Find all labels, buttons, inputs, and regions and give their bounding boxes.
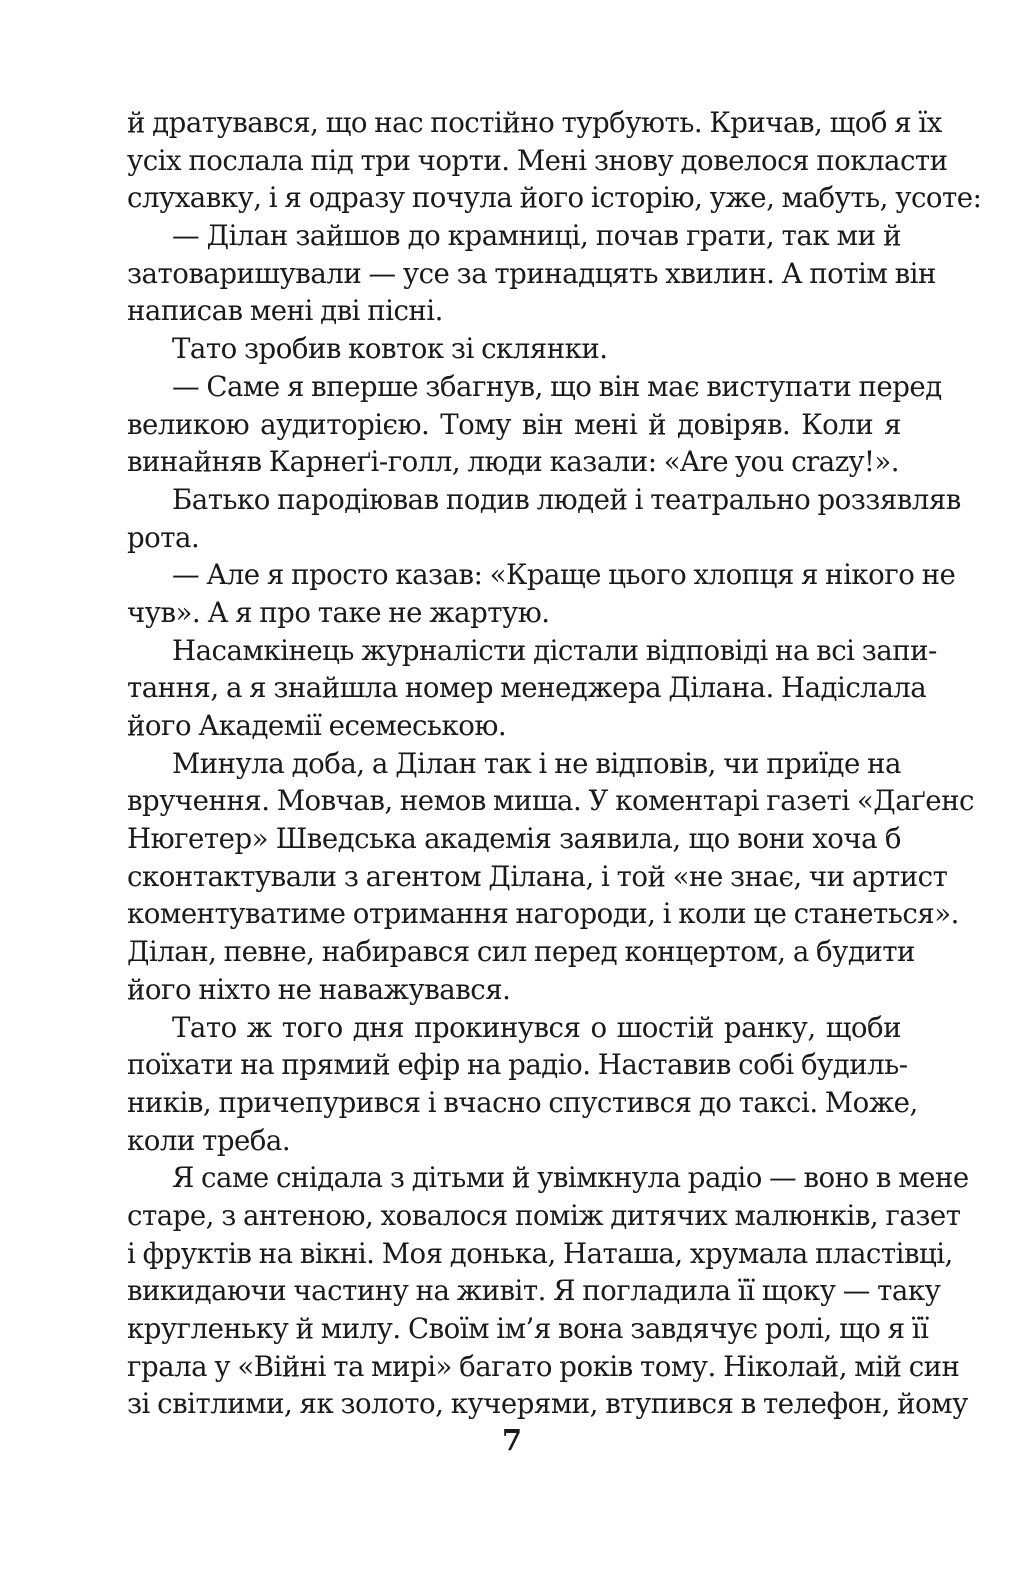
text-line: сконтактували з агентом Ділана, і той «не знає, чи артист bbox=[127, 859, 948, 893]
text-line: викидаючи частину на живіт. Я погладила її щоку — таку bbox=[127, 1274, 941, 1308]
text-line: — Ділан зайшов до крамниці, почав грати, так ми й bbox=[172, 219, 901, 253]
text-line: зі світлими, як золото, кучерями, втупився в телефон, йому bbox=[127, 1387, 968, 1421]
text-line: поїхати на прямий ефір на радіо. Наставив собі будиль- bbox=[127, 1048, 908, 1082]
text-line: Батько пародіював подив людей і театрально роззявляв bbox=[172, 482, 961, 516]
text-line: слухавку, і я одразу почула його історію, уже, мабуть, усоте: bbox=[127, 181, 982, 215]
text-line: — Але я просто казав: «Краще цього хлопця я нікого не bbox=[172, 558, 956, 592]
text-line: коли треба. bbox=[127, 1123, 291, 1157]
text-line: Минула доба, а Ділан так і не відповів, чи приїде на bbox=[172, 746, 901, 780]
text-line: його ніхто не наважувався. bbox=[127, 972, 511, 1006]
text-line: вручення. Мовчав, немов миша. У коментарі газеті «Даґенс bbox=[127, 784, 974, 818]
text-line: коментуватиме отримання нагороди, і коли це станеться». bbox=[127, 897, 959, 931]
text-line: великою аудиторією. Тому він мені й довіряв. Коли я bbox=[127, 407, 901, 441]
text-line: Тато ж того дня прокинувся о шостій ранку, щоби bbox=[172, 1010, 901, 1044]
text-line: і фруктів на вікні. Моя донька, Наташа, хрумала пластівці, bbox=[127, 1236, 953, 1270]
text-line: й дратувався, що нас постійно турбують. Кричав, щоб я їх bbox=[127, 106, 942, 139]
text-line: ників, причепурився і вчасно спустився до таксі. Може, bbox=[127, 1085, 918, 1119]
text-line: кругленьку й милу. Своїм ім’я вона завдячує ролі, що я її bbox=[127, 1312, 929, 1345]
text-line: — Саме я вперше збагнув, що він має виступати перед bbox=[172, 369, 942, 403]
text-line: Ділан, певне, набирався сил перед концертом, а будити bbox=[127, 935, 915, 969]
text-line: Я саме снідала з дітьми й увімкнула радіо — воно в мене bbox=[172, 1161, 969, 1195]
text-line: його Академії есемеською. bbox=[127, 709, 507, 742]
text-line: Нюгетер» Шведська академія заявила, що вони хоча б bbox=[127, 822, 901, 856]
text-line: Насамкінець журналісти дістали відповіді на всі запи- bbox=[172, 633, 937, 667]
text-line: написав мені дві пісні. bbox=[127, 294, 443, 328]
text-line: рота. bbox=[127, 520, 200, 554]
text-line: Тато зробив ковток зі склянки. bbox=[172, 332, 608, 366]
text-line: усіх послала під три чорти. Мені знову довелося покласти bbox=[127, 143, 948, 177]
text-line: затоваришували — усе за тринадцять хвилин. А потім він bbox=[127, 256, 936, 290]
text-line: грала у «Війні та мирі» багато років тому. Ніколай, мій син bbox=[127, 1349, 960, 1383]
text-line: чув». А я про таке не жартую. bbox=[127, 595, 550, 629]
text-line: старе, з антеною, ховалося поміж дитячих малюнків, газет bbox=[127, 1198, 961, 1232]
page-number: 7 bbox=[501, 1423, 523, 1457]
body-text bbox=[127, 104, 982, 1423]
text-line: тання, а я знайшла номер менеджера Ділана. Надіслала bbox=[127, 671, 927, 705]
text-line: винайняв Карнеґі-голл, люди казали: «Are you crazy!». bbox=[127, 445, 900, 479]
